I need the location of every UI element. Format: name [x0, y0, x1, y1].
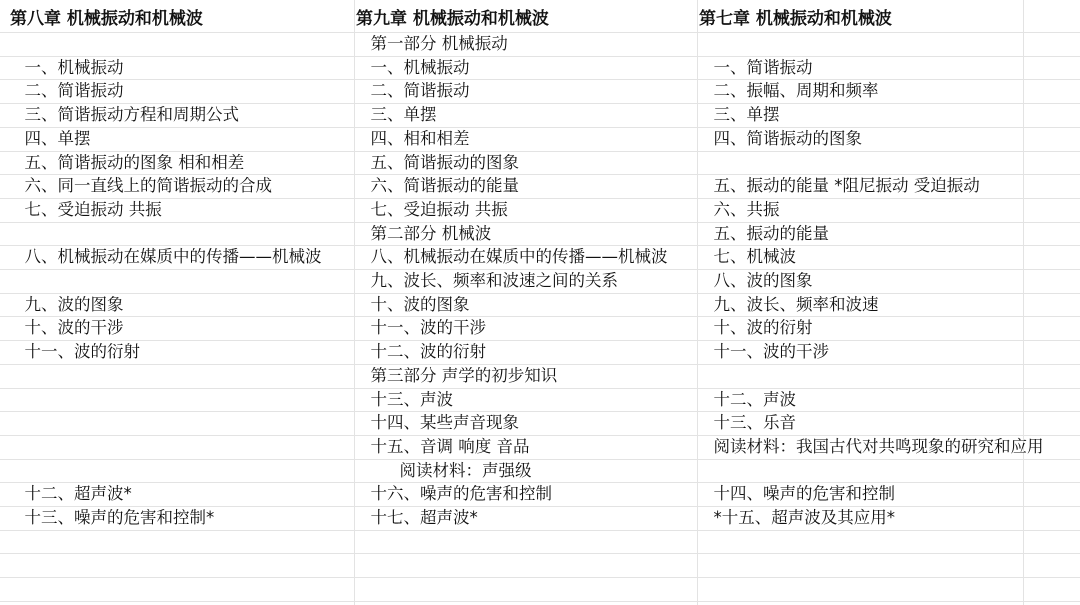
outline-item[interactable]: *十五、超声波及其应用* — [713, 508, 895, 527]
outline-item[interactable]: 五、简谐振动的图象 — [370, 152, 519, 172]
outline-item[interactable]: 十、波的图象 — [370, 294, 470, 314]
outline-item[interactable]: 十六、噪声的危害和控制 — [370, 484, 552, 504]
outline-item[interactable]: 七、机械波 — [713, 247, 796, 267]
outline-item[interactable]: 八、机械振动在媒质中的传播——机械波 — [24, 247, 322, 267]
outline-item[interactable]: 十三、噪声的危害和控制* — [24, 508, 215, 527]
outline-item[interactable]: 二、振幅、周期和频率 — [713, 81, 879, 101]
outline-item[interactable]: 十一、波的干涉 — [713, 342, 829, 362]
outline-item[interactable]: 十二、波的衍射 — [370, 342, 486, 362]
outline-item[interactable]: 三、单摆 — [370, 105, 437, 125]
column-chapter-9 — [356, 0, 696, 605]
outline-item[interactable]: 七、受迫振动 共振 — [370, 199, 508, 219]
outline-item[interactable]: 十二、声波 — [713, 389, 796, 409]
outline-item[interactable]: 四、简谐振动的图象 — [713, 128, 862, 148]
column-chapter-7 — [699, 0, 1077, 605]
outline-item[interactable]: 九、波长、频率和波速 — [713, 294, 879, 314]
column-gridline — [697, 0, 698, 605]
outline-item[interactable]: 第一部分 机械振动 — [370, 34, 508, 53]
outline-item[interactable]: 十、波的干涉 — [24, 318, 124, 338]
outline-item[interactable]: 十、波的衍射 — [713, 318, 813, 338]
column-header[interactable]: 第八章 机械振动和机械波 — [10, 9, 203, 29]
outline-item[interactable]: 一、机械振动 — [370, 57, 470, 77]
outline-item[interactable]: 十一、波的干涉 — [370, 318, 486, 338]
outline-item[interactable]: 十四、某些声音现象 — [370, 413, 519, 433]
outline-item[interactable]: 八、波的图象 — [713, 271, 813, 290]
outline-item[interactable]: 二、简谐振动 — [370, 81, 470, 101]
outline-item[interactable]: 一、机械振动 — [24, 57, 124, 77]
outline-item[interactable]: 三、单摆 — [713, 105, 780, 125]
outline-item[interactable]: 阅读材料：声强级 — [399, 460, 532, 480]
outline-item[interactable]: 十五、音调 响度 音品 — [370, 436, 530, 456]
column-chapter-8 — [10, 0, 355, 605]
outline-item[interactable]: 十三、乐音 — [713, 413, 796, 433]
outline-item[interactable]: 六、简谐振动的能量 — [370, 176, 519, 196]
outline-item[interactable]: 七、受迫振动 共振 — [24, 199, 162, 219]
outline-item[interactable]: 十二、超声波* — [24, 484, 132, 504]
outline-item[interactable]: 十七、超声波* — [370, 508, 478, 527]
outline-item[interactable]: 九、波长、频率和波速之间的关系 — [370, 271, 618, 290]
outline-item[interactable]: 三、简谐振动方程和周期公式 — [24, 105, 239, 125]
outline-item[interactable]: 四、单摆 — [24, 128, 91, 148]
outline-item[interactable]: 五、振动的能量 — [713, 223, 829, 243]
outline-item[interactable]: 四、相和相差 — [370, 128, 470, 148]
outline-item[interactable]: 五、振动的能量 *阻尼振动 受迫振动 — [713, 176, 980, 196]
outline-item[interactable]: 二、简谐振动 — [24, 81, 124, 101]
outline-item[interactable]: 十一、波的衍射 — [24, 342, 140, 362]
outline-item[interactable]: 阅读材料：我国古代对共鸣现象的研究和应用 — [713, 436, 1044, 456]
outline-item[interactable]: 六、共振 — [713, 199, 780, 219]
outline-item[interactable]: 十三、声波 — [370, 389, 453, 409]
outline-item[interactable]: 一、简谐振动 — [713, 57, 813, 77]
outline-item[interactable]: 九、波的图象 — [24, 294, 124, 314]
column-header[interactable]: 第七章 机械振动和机械波 — [699, 9, 892, 29]
outline-item[interactable]: 第三部分 声学的初步知识 — [370, 365, 558, 385]
outline-item[interactable]: 第二部分 机械波 — [370, 223, 492, 243]
outline-item[interactable]: 五、简谐振动的图象 相和相差 — [24, 152, 245, 172]
outline-item[interactable]: 十四、噪声的危害和控制 — [713, 484, 895, 504]
outline-item[interactable]: 六、同一直线上的简谐振动的合成 — [24, 176, 272, 196]
outline-item[interactable]: 八、机械振动在媒质中的传播——机械波 — [370, 247, 668, 267]
column-header[interactable]: 第九章 机械振动和机械波 — [356, 9, 549, 29]
